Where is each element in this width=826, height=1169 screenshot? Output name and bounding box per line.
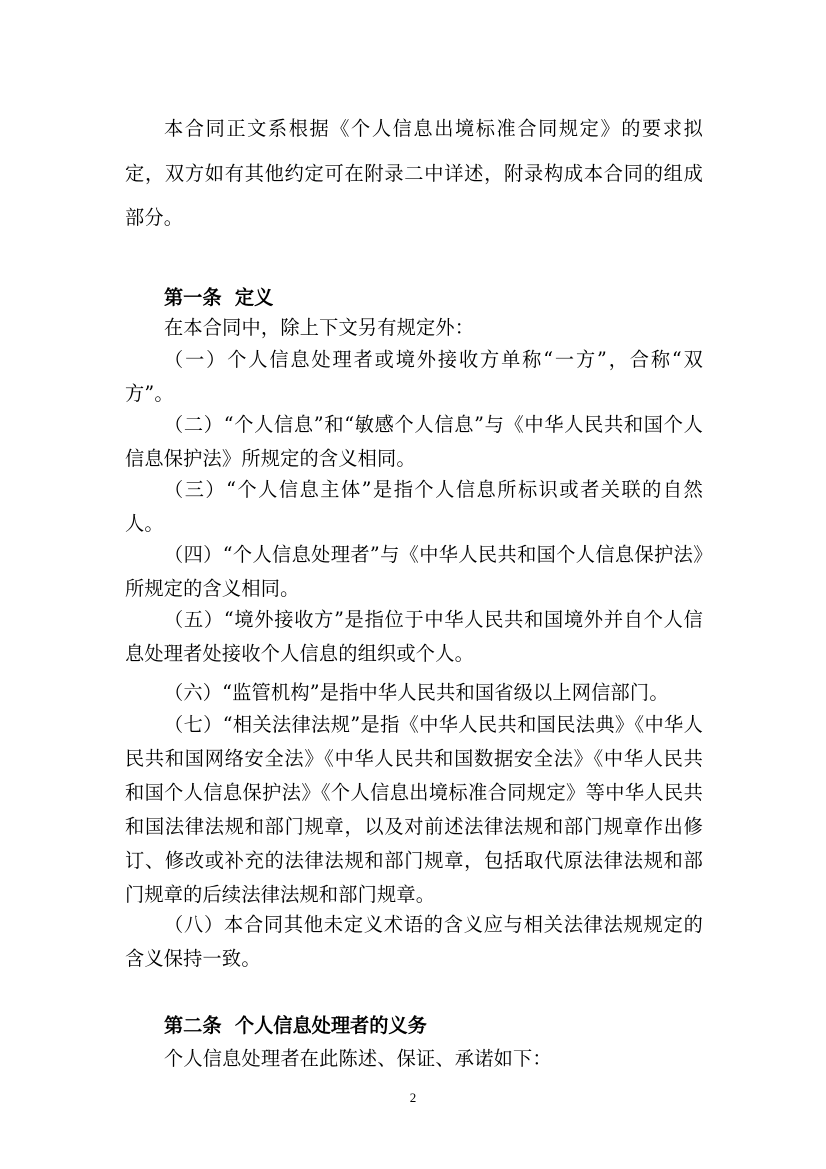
article-2-lead: 个人信息处理者在此陈述、保证、承诺如下：: [164, 1047, 552, 1070]
intro-paragraph: 本合同正文系根据《个人信息出境标准合同规定》的要求拟定，双方如有其他约定可在附录二中详述，附录构成本合同的组成部分。: [125, 117, 703, 229]
article-1-heading: 第一条 定义: [164, 286, 274, 309]
definition-item-7: （七）“相关法律法规”是指《中华人民共和国民法典》《中华人民共和国网络安全法》《中华人民共和国数据安全法》《中华人民共和国个人信息保护法》《个人信息出境标准合同规定》等中华人民共和国法律法规和部门规章，以及对前述法律法规和部门规章作出修订、修改或补充的法律法规和部门规章，包括取代原法律法规和部门规章的后续法律法规和部门规章。: [125, 713, 703, 906]
article-1-lead: 在本合同中，除上下文另有规定外：: [164, 316, 475, 339]
page-number: 2: [409, 1090, 417, 1105]
definition-item-3: （三）“个人信息主体”是指个人信息所标识或者关联的自然人。: [125, 478, 703, 535]
definition-item-1: （一）个人信息处理者或境外接收方单称“一方”，合称“双方”。: [125, 348, 703, 405]
definition-item-5: （五）“境外接收方”是指位于中华人民共和国境外并自个人信息处理者处接收个人信息的组织或个人。: [125, 608, 703, 665]
definition-item-4: （四）“个人信息处理者”与《中华人民共和国个人信息保护法》所规定的含义相同。: [125, 543, 703, 600]
article-2-heading: 第二条 个人信息处理者的义务: [164, 1014, 427, 1037]
definition-item-2: （二）“个人信息”和“敏感个人信息”与《中华人民共和国个人信息保护法》所规定的含义相同。: [125, 413, 703, 470]
definition-item-8: （八）本合同其他未定义术语的含义应与相关法律法规规定的含义保持一致。: [125, 913, 703, 970]
definition-item-6: （六）“监管机构”是指中华人民共和国省级以上网信部门。: [164, 681, 669, 704]
